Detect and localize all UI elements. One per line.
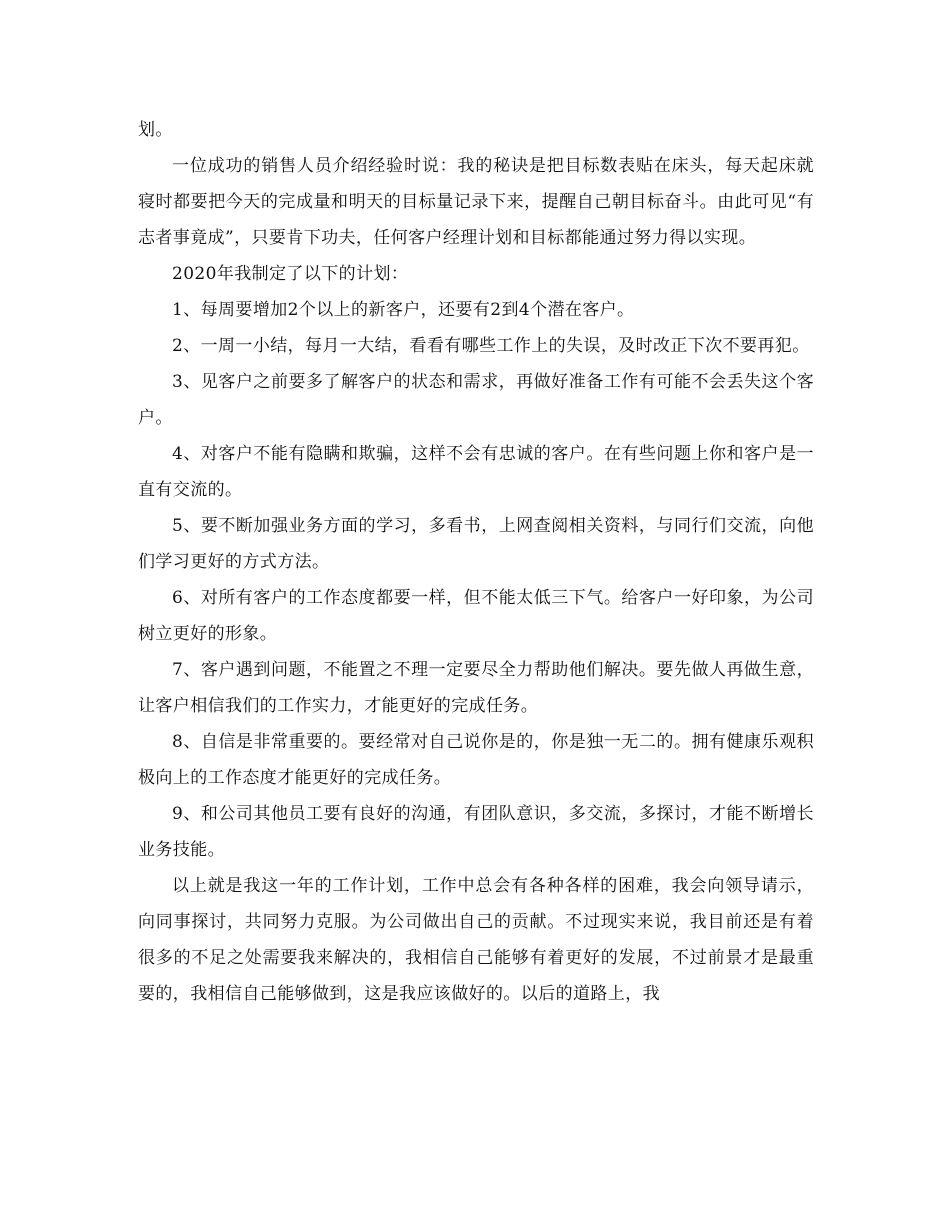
paragraph-sales-experience: 一位成功的销售人员介绍经验时说：我的秘诀是把目标数表贴在床头，每天起床就寝时都要把今天的完成量和明天的目标量记录下来，提醒自己朝目标奋斗。由此可见“有志者事竟成”，只要肯下功夫，任何客户经理计划和目标都能通过努力得以实现。 — [138, 156, 814, 248]
plan-item-2: 2、一周一小结，每月一大结，看看有哪些工作上的失误，及时改正下次不要再犯。 — [172, 336, 810, 356]
plan-item-7: 7、客户遇到问题，不能置之不理一定要尽全力帮助他们解决。要先做人再做生意，让客户相信我们的工作实力，才能更好的完成任务。 — [138, 660, 814, 716]
plan-item-9: 9、和公司其他员工要有良好的沟通，有团队意识，多交流，多探讨，才能不断增长业务技能。 — [138, 804, 814, 860]
paragraph-plan-intro: 2020年我制定了以下的计划： — [172, 264, 409, 284]
plan-item-1: 1、每周要增加2个以上的新客户，还要有2到4个潜在客户。 — [172, 300, 635, 320]
plan-item-5: 5、要不断加强业务方面的学习，多看书，上网查阅相关资料，与同行们交流，向他们学习更好的方式方法。 — [138, 516, 814, 572]
plan-item-8: 8、自信是非常重要的。要经常对自己说你是的，你是独一无二的。拥有健康乐观积极向上的工作态度才能更好的完成任务。 — [138, 732, 814, 788]
paragraph-continuation: 划。 — [138, 120, 173, 140]
plan-item-4: 4、对客户不能有隐瞒和欺骗，这样不会有忠诚的客户。在有些问题上你和客户是一直有交流的。 — [138, 444, 814, 500]
plan-item-3: 3、见客户之前要多了解客户的状态和需求，再做好准备工作有可能不会丢失这个客户。 — [138, 372, 814, 428]
paragraph-conclusion: 以上就是我这一年的工作计划，工作中总会有各种各样的困难，我会向领导请示，向同事探讨，共同努力克服。为公司做出自己的贡献。不过现实来说，我目前还是有着很多的不足之处需要我来解决的，我相信自己能够有着更好的发展，不过前景才是最重要的，我相信自己能够做到，这是我应该做好的。以后的道路上，我 — [138, 876, 814, 1004]
plan-item-6: 6、对所有客户的工作态度都要一样，但不能太低三下气。给客户一好印象，为公司树立更好的形象。 — [138, 588, 814, 644]
document-body — [138, 112, 814, 1012]
